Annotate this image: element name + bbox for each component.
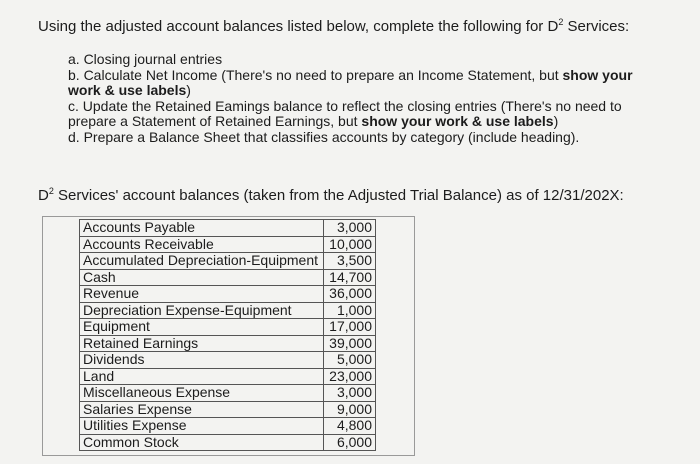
task-b-end: ) [186, 82, 191, 98]
account-amount: 36,000 [324, 286, 376, 303]
account-name: Miscellaneous Expense [80, 385, 324, 402]
account-amount: 3,000 [324, 385, 376, 402]
subheading-suffix: Services' account balances (taken from the Adjusted Trial Balance) as of 12/31/202X: [53, 187, 624, 204]
account-amount: 23,000 [324, 368, 376, 385]
table-row [80, 269, 376, 286]
table-row [80, 319, 376, 336]
account-amount: 39,000 [324, 335, 376, 352]
account-name: Dividends [80, 352, 324, 369]
account-amount: 1,000 [324, 302, 376, 319]
balances-heading [38, 187, 624, 204]
task-c-end: ) [553, 113, 559, 129]
account-name: Utilities Expense [80, 418, 324, 435]
account-amount: 3,000 [324, 220, 376, 237]
task-list [68, 52, 668, 145]
account-name: Depreciation Expense-Equipment [80, 302, 324, 319]
table-row [80, 236, 376, 253]
instructions-heading [38, 18, 629, 35]
account-amount: 14,700 [324, 269, 376, 286]
account-amount: 4,800 [324, 418, 376, 435]
superscript: 2 [558, 17, 564, 27]
table-row [80, 368, 376, 385]
account-name: Salaries Expense [80, 401, 324, 418]
table-row [80, 302, 376, 319]
account-name: Revenue [80, 286, 324, 303]
task-a: a. Closing journal entries [68, 51, 223, 67]
account-name: Accumulated Depreciation-Equipment [80, 253, 324, 270]
task-b-bold: show your work & use labels [68, 66, 633, 98]
table-row [80, 385, 376, 402]
account-balances-table [79, 219, 376, 451]
task-c-bold: show your work & use labels [361, 113, 554, 129]
account-amount: 10,000 [324, 236, 376, 253]
table-row [80, 401, 376, 418]
table-row [80, 220, 376, 237]
task-c-text: c. Update the Retained Eamings balance to reflect the closing entries (There's no need to prepare a Statement of Retained Earnings, but [68, 97, 622, 129]
account-amount: 17,000 [324, 319, 376, 336]
intro-suffix: Services: [563, 18, 630, 35]
intro-prefix: Using the adjusted account balances listed below, complete the following for D [38, 18, 559, 35]
account-name: Land [80, 368, 324, 385]
account-amount: 6,000 [324, 434, 376, 451]
account-amount: 5,000 [324, 352, 376, 369]
table-row [80, 253, 376, 270]
account-amount: 9,000 [324, 401, 376, 418]
subheading-superscript: 2 [48, 186, 54, 196]
account-name: Equipment [80, 319, 324, 336]
account-name: Cash [80, 269, 324, 286]
account-name: Accounts Receivable [80, 236, 324, 253]
table-row [80, 286, 376, 303]
table-row [80, 335, 376, 352]
account-amount: 3,500 [324, 253, 376, 270]
account-name: Common Stock [80, 434, 324, 451]
table-row [80, 352, 376, 369]
table-row [80, 434, 376, 451]
table-row [80, 418, 376, 435]
task-b-text: b. Calculate Net Income (There's no need to prepare an Income Statement, but [68, 66, 563, 83]
task-d: d. Prepare a Balance Sheet that classifies accounts by category (include heading). [68, 128, 580, 145]
account-name: Retained Earnings [80, 335, 324, 352]
task-b [68, 68, 668, 99]
task-c [68, 99, 668, 130]
account-name: Accounts Payable [80, 220, 324, 237]
subheading-prefix: D [38, 187, 49, 204]
